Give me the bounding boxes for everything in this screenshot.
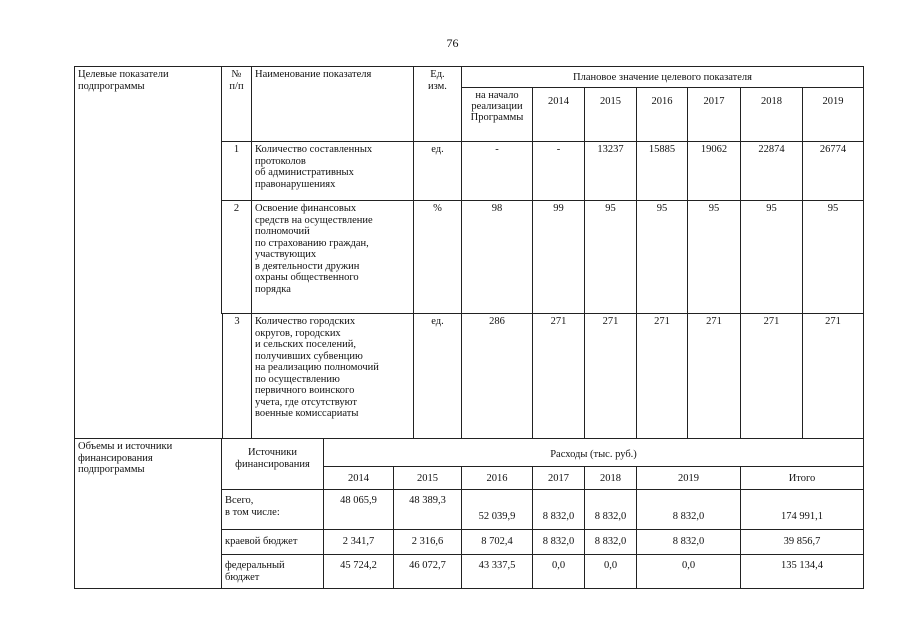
header-indicator-name: Наименование показателя (252, 66, 414, 142)
row-2-name: Освоение финансовых средств на осуществление полномочий по страхованию граждан, участвующих в деятельности дружин охраны общественного порядка (252, 201, 414, 314)
fin-row-federal-2019: 0,0 (637, 555, 741, 589)
page-number: 76 (446, 36, 459, 50)
fin-row-regional-2018: 8 832,0 (585, 530, 637, 555)
row-3-unit: ед. (414, 314, 462, 438)
header-year-2019: 2019 (803, 88, 864, 142)
fin-row-federal-2015: 46 072,7 (394, 555, 462, 589)
row-3-start: 286 (462, 314, 533, 438)
row-1-2016: 15885 (637, 142, 688, 201)
fin-row-total-2014: 48 065,9 (324, 490, 394, 530)
fin-row-regional-sum: 39 856,7 (741, 530, 864, 555)
header-expenses: Расходы (тыс. руб.) (324, 438, 864, 467)
fin-row-regional-source: краевой бюджет (222, 530, 324, 555)
fin-row-total-2016: 52 039,9 (462, 490, 533, 530)
header-year-2015: 2015 (585, 88, 637, 142)
fin-row-federal-sum: 135 134,4 (741, 555, 864, 589)
fin-row-regional-2016: 8 702,4 (462, 530, 533, 555)
fin-header-year-2014: 2014 (324, 467, 394, 490)
fin-row-regional-2019: 8 832,0 (637, 530, 741, 555)
fin-row-total-source: Всего, в том числе: (222, 490, 324, 530)
row-2-2019: 95 (803, 201, 864, 314)
header-year-2018: 2018 (741, 88, 803, 142)
row-3-2017: 271 (688, 314, 741, 438)
row-3-2016: 271 (637, 314, 688, 438)
row-1-2019: 26774 (803, 142, 864, 201)
fin-row-total-sum: 174 991,1 (741, 490, 864, 530)
fin-row-federal-2016: 43 337,5 (462, 555, 533, 589)
row-3-num: 3 (222, 314, 252, 438)
fin-row-regional-2017: 8 832,0 (533, 530, 585, 555)
fin-row-federal-2014: 45 724,2 (324, 555, 394, 589)
row-2-2014: 99 (533, 201, 585, 314)
header-year-2017: 2017 (688, 88, 741, 142)
row-3-2019: 271 (803, 314, 864, 438)
header-start: на начало реализации Программы (462, 88, 533, 142)
row-1-2018: 22874 (741, 142, 803, 201)
fin-row-total-2018: 8 832,0 (585, 490, 637, 530)
header-year-2014: 2014 (533, 88, 585, 142)
section-label-targets: Целевые показатели подпрограммы (74, 66, 222, 314)
row-2-2016: 95 (637, 201, 688, 314)
row-2-start: 98 (462, 201, 533, 314)
fin-row-total-2017: 8 832,0 (533, 490, 585, 530)
row-3-2015: 271 (585, 314, 637, 438)
row-2-2017: 95 (688, 201, 741, 314)
row-1-2014: - (533, 142, 585, 201)
fin-header-total: Итого (741, 467, 864, 490)
section-label-financing: Объемы и источники финансирования подпрограммы (74, 438, 222, 589)
fin-row-regional-2015: 2 316,6 (394, 530, 462, 555)
header-source: Источники финансирования (222, 438, 324, 490)
row-1-num: 1 (222, 142, 252, 201)
fin-header-year-2016: 2016 (462, 467, 533, 490)
passport-table (74, 66, 864, 589)
header-year-2016: 2016 (637, 88, 688, 142)
fin-header-year-2018: 2018 (585, 467, 637, 490)
row-1-2015: 13237 (585, 142, 637, 201)
fin-row-federal-2017: 0,0 (533, 555, 585, 589)
fin-header-year-2019: 2019 (637, 467, 741, 490)
header-num: № п/п (222, 66, 252, 142)
fin-row-federal-2018: 0,0 (585, 555, 637, 589)
row-2-num: 2 (222, 201, 252, 314)
row-3-2018: 271 (741, 314, 803, 438)
row-2-2015: 95 (585, 201, 637, 314)
row-2-2018: 95 (741, 201, 803, 314)
fin-row-regional-2014: 2 341,7 (324, 530, 394, 555)
row-1-unit: ед. (414, 142, 462, 201)
fin-header-year-2015: 2015 (394, 467, 462, 490)
fin-row-federal-source: федеральный бюджет (222, 555, 324, 589)
row-3-2014: 271 (533, 314, 585, 438)
row-3-name: Количество городских округов, городских и сельских поселений, получивших субвенцию на реализацию полномочий по осуществлению первичного воинского учета, где отсутствуют военные комиссариаты (252, 314, 414, 438)
fin-row-total-2015: 48 389,3 (394, 490, 462, 530)
header-planned-value: Плановое значение целевого показателя (462, 66, 864, 88)
row-2-unit: % (414, 201, 462, 314)
row-1-name: Количество составленных протоколов об административных правонарушениях (252, 142, 414, 201)
row-1-2017: 19062 (688, 142, 741, 201)
section-label-targets-continued (74, 314, 222, 438)
fin-row-total-2019: 8 832,0 (637, 490, 741, 530)
row-1-start: - (462, 142, 533, 201)
header-unit: Ед. изм. (414, 66, 462, 142)
fin-header-year-2017: 2017 (533, 467, 585, 490)
